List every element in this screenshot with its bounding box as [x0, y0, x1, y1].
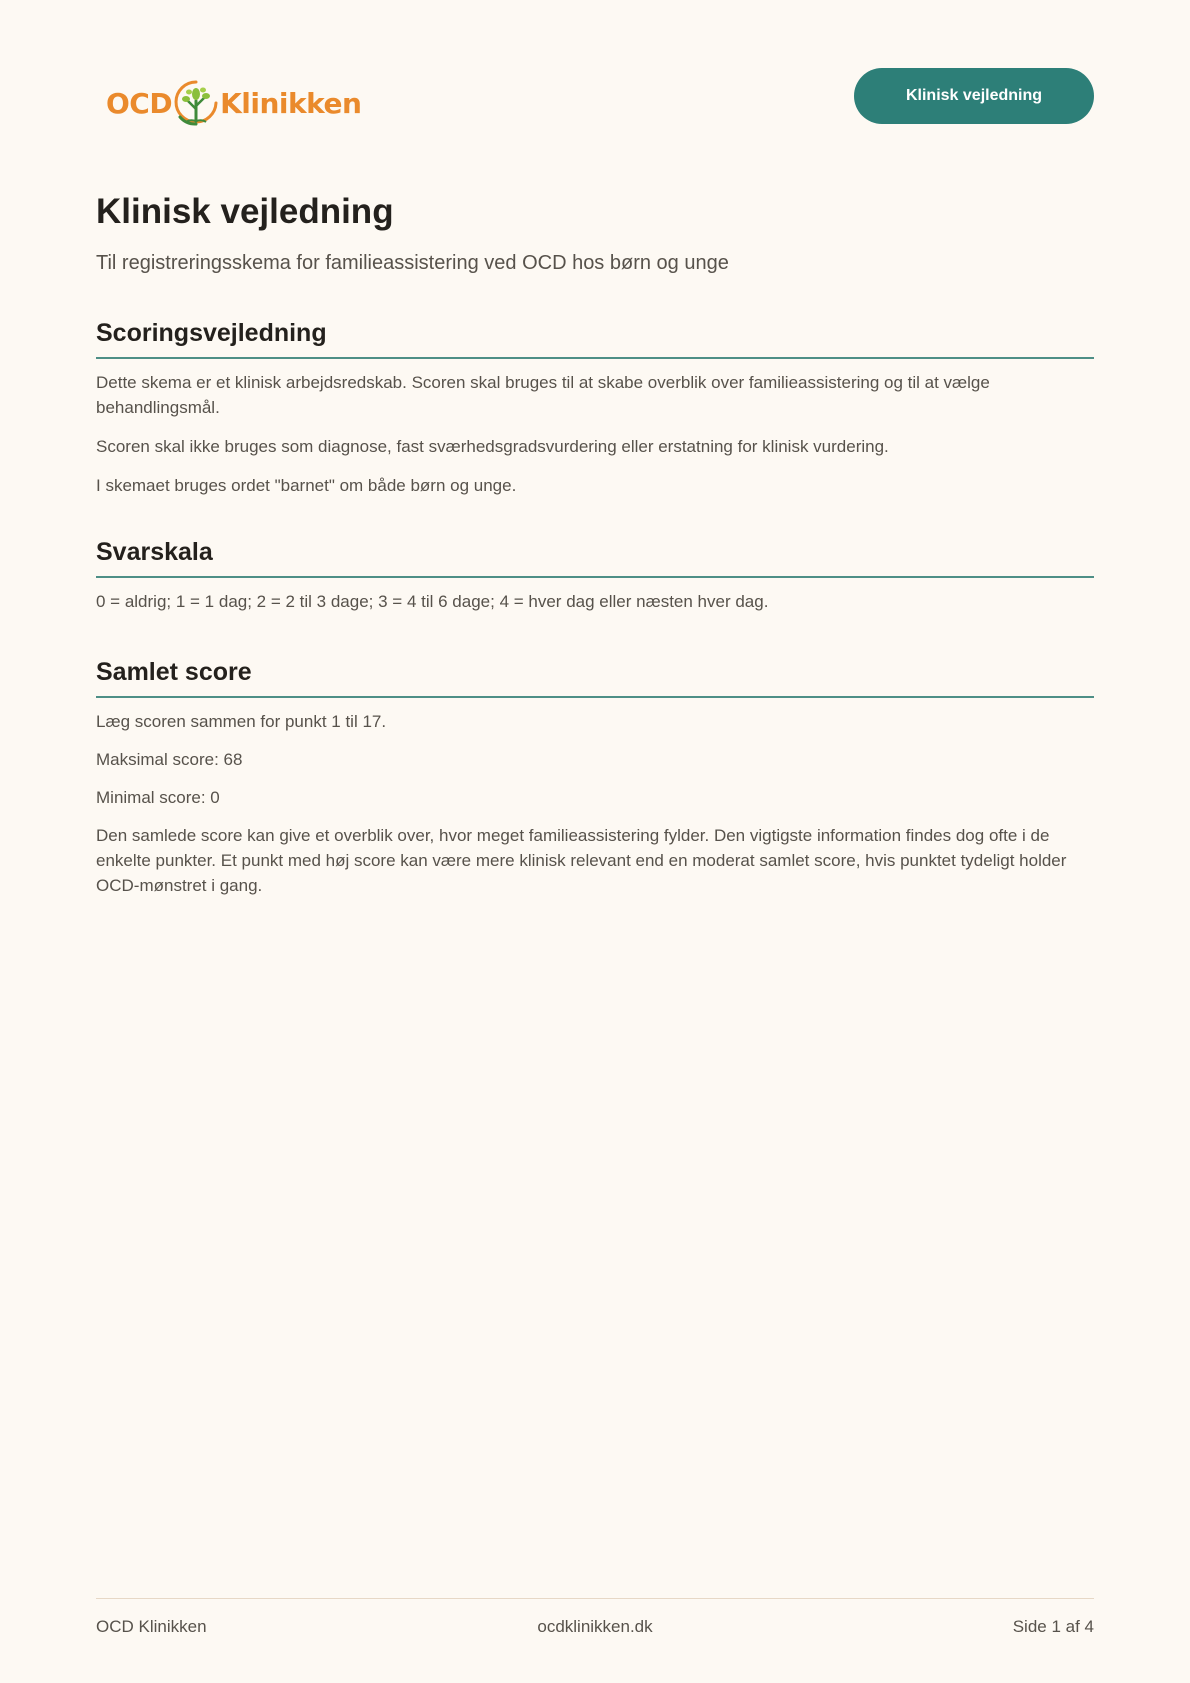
paragraph: Dette skema er et klinisk arbejdsredskab. Scoren skal bruges til at skabe overblik over familieassistering og til at vælge behandlingsmål.: [96, 373, 990, 417]
footer-organization: OCD Klinikken: [96, 1617, 207, 1636]
document-page: [96, 0, 1094, 1683]
logo-text-klinikken: Klinikken: [220, 86, 362, 120]
klinisk-vejledning-button[interactable]: Klinisk vejledning: [854, 68, 1094, 124]
paragraph: Den samlede score kan give et overblik over, hvor meget familieassistering fylder. Den vigtigste information findes dog ofte i de enkelte punkter. Et punkt med høj score kan være mere klinisk relevant end en moderat samlet score, hvis punktet tydeligt holder OCD-mønstret i gang.: [96, 826, 1067, 895]
paragraph: Maksimal score: 68: [96, 750, 243, 769]
section-samlet-score: [96, 656, 1094, 898]
page-title: Klinisk vejledning: [96, 192, 394, 231]
section-heading: Scoringsvejledning: [96, 317, 1094, 359]
logo: [106, 80, 361, 126]
logo-text-ocd: OCD: [106, 86, 173, 120]
page-header: [96, 68, 1094, 124]
paragraph: 0 = aldrig; 1 = 1 dag; 2 = 2 til 3 dage; 3 = 4 til 6 dage; 4 = hver dag eller næsten hver dag.: [96, 592, 769, 611]
footer-website: ocdklinikken.dk: [537, 1617, 653, 1636]
paragraph: I skemaet bruges ordet "barnet" om både børn og unge.: [96, 476, 517, 495]
paragraph: Scoren skal ikke bruges som diagnose, fast sværhedsgradsvurdering eller erstatning for klinisk vurdering.: [96, 437, 889, 456]
section-scoringsvejledning: [96, 317, 1094, 498]
footer-page-number: Side 1 af 4: [1012, 1617, 1094, 1636]
page-footer: [96, 1598, 1094, 1636]
section-heading: Svarskala: [96, 536, 1094, 578]
tree-in-circle-icon: [172, 79, 220, 127]
section-svarskala: [96, 536, 1094, 614]
section-heading: Samlet score: [96, 656, 1094, 698]
paragraph: Læg scoren sammen for punkt 1 til 17.: [96, 712, 387, 731]
page-subtitle: Til registreringsskema for familieassistering ved OCD hos børn og unge: [96, 252, 729, 274]
paragraph: Minimal score: 0: [96, 788, 220, 807]
